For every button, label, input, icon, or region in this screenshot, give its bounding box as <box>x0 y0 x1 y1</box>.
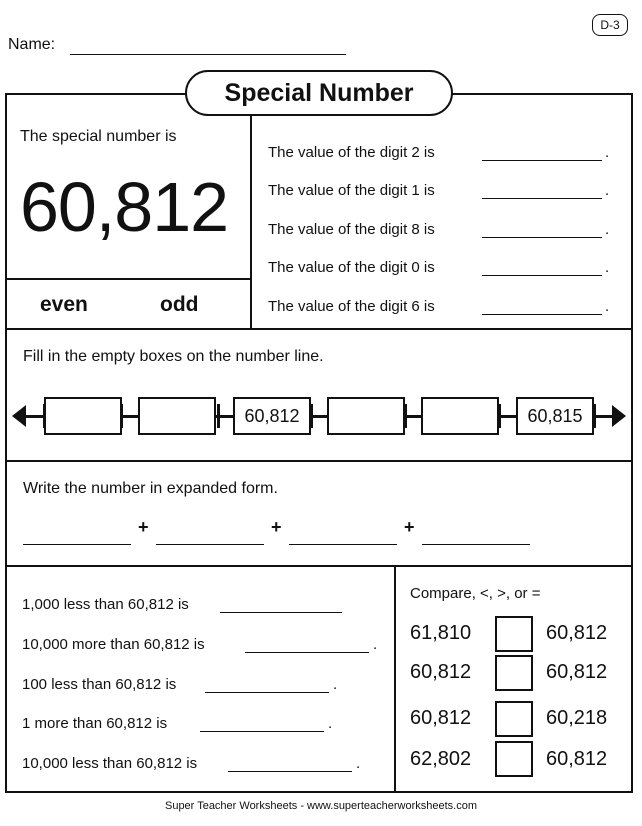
question-text: 1 more than 60,812 is <box>22 715 168 732</box>
period: . <box>373 636 378 653</box>
question-text: 1,000 less than 60,812 is <box>22 596 189 613</box>
answer-line[interactable] <box>482 237 602 238</box>
answer-line[interactable] <box>245 652 369 653</box>
answer-line[interactable] <box>482 275 602 276</box>
expanded-form-answer-line[interactable] <box>422 544 530 545</box>
divider-line <box>250 93 252 329</box>
period: . <box>605 221 610 238</box>
worksheet-title: Special Number <box>185 70 453 116</box>
divider-line <box>5 460 633 462</box>
answer-line[interactable] <box>228 771 352 772</box>
digit-value-question: The value of the digit 8 is <box>268 221 435 238</box>
expanded-form-answer-line[interactable] <box>289 544 397 545</box>
period: . <box>328 715 333 732</box>
expanded-form-answer-line[interactable] <box>23 544 131 545</box>
number-line-box[interactable] <box>138 397 216 435</box>
special-number-label: The special number is <box>20 128 177 145</box>
compare-left-number: 60,812 <box>410 707 472 729</box>
answer-line[interactable] <box>482 314 602 315</box>
number-line-box: 60,812 <box>233 397 311 435</box>
arrow-left-icon <box>12 405 26 427</box>
number-line-box: 60,815 <box>516 397 594 435</box>
divider-line <box>5 565 633 567</box>
divider-line <box>394 565 396 793</box>
number-line-instruction: Fill in the empty boxes on the number line. <box>23 348 324 365</box>
compare-answer-box[interactable] <box>495 616 533 652</box>
arrow-right-icon <box>612 405 626 427</box>
question-text: 10,000 less than 60,812 is <box>22 755 198 772</box>
question-text: 100 less than 60,812 is <box>22 676 177 693</box>
answer-line[interactable] <box>205 692 329 693</box>
expanded-form-instruction: Write the number in expanded form. <box>23 480 278 497</box>
plus-sign: + <box>271 517 282 537</box>
digit-value-question: The value of the digit 1 is <box>268 182 435 199</box>
expanded-form-answer-line[interactable] <box>156 544 264 545</box>
compare-right-number: 60,812 <box>546 622 608 644</box>
digit-value-question: The value of the digit 6 is <box>268 298 435 315</box>
plus-sign: + <box>138 517 149 537</box>
question-text: 10,000 more than 60,812 is <box>22 636 205 653</box>
period: . <box>356 755 361 772</box>
answer-line[interactable] <box>220 612 342 613</box>
compare-right-number: 60,218 <box>546 707 608 729</box>
compare-answer-box[interactable] <box>495 741 533 777</box>
number-line-box[interactable] <box>44 397 122 435</box>
footer-credit: Super Teacher Worksheets - www.superteacherworksheets.com <box>164 800 477 812</box>
period: . <box>333 676 338 693</box>
answer-line[interactable] <box>482 198 602 199</box>
compare-instruction: Compare, <, >, or = <box>410 585 541 602</box>
digit-value-question: The value of the digit 2 is <box>268 144 435 161</box>
odd-option[interactable]: odd <box>160 293 199 316</box>
plus-sign: + <box>404 517 415 537</box>
compare-right-number: 60,812 <box>546 748 608 770</box>
name-field[interactable] <box>70 54 346 55</box>
number-line-box[interactable] <box>327 397 405 435</box>
period: . <box>605 182 610 199</box>
answer-line[interactable] <box>482 160 602 161</box>
divider-line <box>5 328 633 330</box>
number-line-tick <box>217 404 220 428</box>
special-number: 60,812 <box>20 168 229 246</box>
compare-answer-box[interactable] <box>495 655 533 691</box>
worksheet-code-badge: D-3 <box>592 14 628 36</box>
divider-line <box>5 278 252 280</box>
compare-answer-box[interactable] <box>495 701 533 737</box>
answer-line[interactable] <box>200 731 324 732</box>
even-option[interactable]: even <box>40 293 88 316</box>
compare-left-number: 61,810 <box>410 622 472 644</box>
name-label: Name: <box>8 36 56 53</box>
compare-left-number: 60,812 <box>410 661 472 683</box>
compare-right-number: 60,812 <box>546 661 608 683</box>
period: . <box>605 259 610 276</box>
digit-value-question: The value of the digit 0 is <box>268 259 435 276</box>
compare-left-number: 62,802 <box>410 748 472 770</box>
number-line-box[interactable] <box>421 397 499 435</box>
period: . <box>605 298 610 315</box>
period: . <box>605 144 610 161</box>
